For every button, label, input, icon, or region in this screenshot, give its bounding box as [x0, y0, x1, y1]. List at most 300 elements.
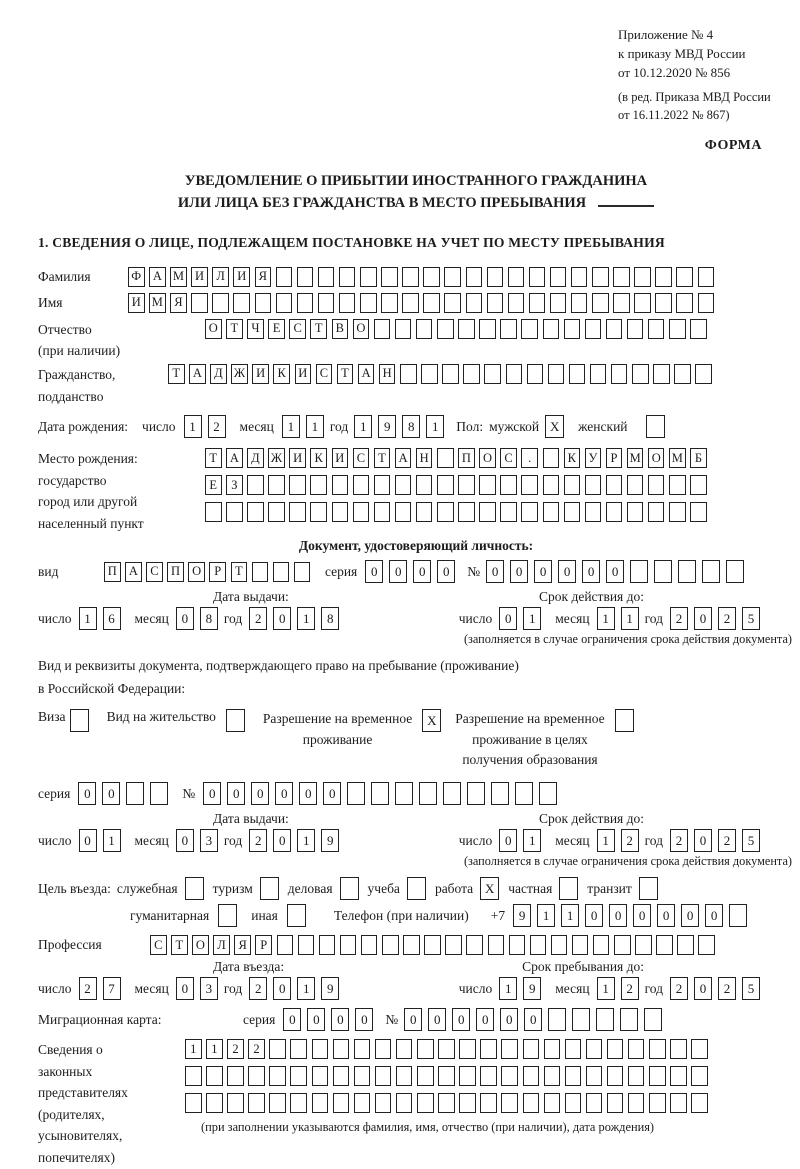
cell[interactable] — [649, 1093, 666, 1113]
cell[interactable] — [627, 502, 644, 522]
cell[interactable] — [488, 935, 505, 955]
cell[interactable] — [458, 475, 475, 495]
cell[interactable] — [565, 1093, 582, 1113]
cell[interactable] — [206, 1093, 223, 1113]
cell[interactable] — [586, 1066, 603, 1086]
cell[interactable]: 0 — [705, 904, 723, 927]
cell[interactable]: 3 — [200, 977, 218, 1000]
cell[interactable] — [479, 502, 496, 522]
cell[interactable] — [544, 1039, 561, 1059]
cell[interactable] — [607, 1039, 624, 1059]
cell[interactable]: 0 — [694, 977, 712, 1000]
cell[interactable] — [417, 1093, 434, 1113]
cell[interactable] — [353, 475, 370, 495]
cell[interactable] — [227, 1093, 244, 1113]
cell[interactable] — [523, 1066, 540, 1086]
cell[interactable]: А — [395, 448, 412, 468]
cell[interactable] — [521, 502, 538, 522]
cell[interactable] — [269, 1093, 286, 1113]
cell[interactable]: 0 — [365, 560, 383, 583]
cell[interactable] — [564, 502, 581, 522]
cell[interactable]: 1 — [523, 829, 541, 852]
cell[interactable] — [607, 1066, 624, 1086]
cell[interactable]: М — [669, 448, 686, 468]
cell[interactable] — [419, 782, 437, 805]
cell[interactable] — [729, 904, 747, 927]
cell[interactable]: С — [316, 364, 333, 384]
cell[interactable] — [381, 293, 398, 313]
cell[interactable] — [438, 1093, 455, 1113]
cell[interactable]: 1 — [306, 415, 324, 438]
cell[interactable] — [276, 267, 293, 287]
cell[interactable] — [521, 475, 538, 495]
cell[interactable] — [634, 293, 651, 313]
purpose-private-checkbox[interactable] — [559, 877, 578, 900]
cell[interactable] — [467, 782, 485, 805]
cell[interactable] — [726, 560, 744, 583]
cell[interactable]: Я — [255, 267, 272, 287]
cell[interactable]: Н — [379, 364, 396, 384]
cell[interactable] — [312, 1039, 329, 1059]
cell[interactable]: А — [149, 267, 166, 287]
cell[interactable]: 0 — [534, 560, 552, 583]
cell[interactable]: И — [332, 448, 349, 468]
cell[interactable]: А — [189, 364, 206, 384]
cell[interactable] — [632, 364, 649, 384]
cell[interactable]: К — [310, 448, 327, 468]
cell[interactable]: 0 — [307, 1008, 325, 1031]
cell[interactable]: 0 — [510, 560, 528, 583]
cell[interactable]: Т — [374, 448, 391, 468]
cell[interactable] — [458, 502, 475, 522]
cell[interactable]: 0 — [585, 904, 603, 927]
cell[interactable] — [628, 1066, 645, 1086]
cell[interactable]: 8 — [200, 607, 218, 630]
cell[interactable]: О — [205, 319, 222, 339]
cell[interactable]: 1 — [184, 415, 202, 438]
cell[interactable]: 0 — [609, 904, 627, 927]
cell[interactable]: 0 — [227, 782, 245, 805]
cell[interactable] — [289, 502, 306, 522]
cell[interactable] — [569, 364, 586, 384]
cell[interactable]: 3 — [200, 829, 218, 852]
cell[interactable]: Т — [205, 448, 222, 468]
cell[interactable]: С — [146, 562, 163, 582]
cell[interactable] — [402, 267, 419, 287]
cell[interactable] — [698, 935, 715, 955]
cell[interactable]: Т — [226, 319, 243, 339]
cell[interactable]: 0 — [78, 782, 96, 805]
cell[interactable]: 0 — [657, 904, 675, 927]
cell[interactable] — [206, 1066, 223, 1086]
cell[interactable]: 1 — [597, 829, 615, 852]
cell[interactable] — [527, 364, 544, 384]
cell[interactable] — [613, 267, 630, 287]
cell[interactable] — [332, 502, 349, 522]
cell[interactable]: 9 — [321, 977, 339, 1000]
cell[interactable]: 2 — [718, 829, 736, 852]
cell[interactable]: 0 — [102, 782, 120, 805]
cell[interactable] — [500, 502, 517, 522]
cell[interactable]: 2 — [718, 607, 736, 630]
cell[interactable]: 0 — [273, 607, 291, 630]
cell[interactable] — [290, 1039, 307, 1059]
cell[interactable] — [515, 782, 533, 805]
cell[interactable]: О — [188, 562, 205, 582]
cell[interactable] — [255, 293, 272, 313]
cell[interactable] — [670, 1093, 687, 1113]
cell[interactable]: К — [273, 364, 290, 384]
cell[interactable] — [310, 502, 327, 522]
cell[interactable] — [437, 319, 454, 339]
cell[interactable] — [611, 364, 628, 384]
cell[interactable] — [572, 935, 589, 955]
cell[interactable] — [347, 782, 365, 805]
cell[interactable] — [437, 502, 454, 522]
cell[interactable] — [487, 293, 504, 313]
cell[interactable]: 1 — [297, 977, 315, 1000]
cell[interactable] — [402, 293, 419, 313]
cell[interactable] — [656, 935, 673, 955]
cell[interactable] — [690, 502, 707, 522]
cell[interactable] — [353, 502, 370, 522]
cell[interactable] — [702, 560, 720, 583]
cell[interactable]: 0 — [476, 1008, 494, 1031]
cell[interactable] — [523, 1039, 540, 1059]
cell[interactable]: 0 — [404, 1008, 422, 1031]
cell[interactable]: 5 — [742, 607, 760, 630]
cell[interactable] — [670, 1066, 687, 1086]
cell[interactable] — [319, 935, 336, 955]
cell[interactable]: С — [500, 448, 517, 468]
cell[interactable] — [333, 1066, 350, 1086]
cell[interactable]: 7 — [103, 977, 121, 1000]
cell[interactable]: 0 — [355, 1008, 373, 1031]
cell[interactable]: Е — [268, 319, 285, 339]
cell[interactable] — [417, 1039, 434, 1059]
cell[interactable]: 1 — [79, 607, 97, 630]
cell[interactable]: 6 — [103, 607, 121, 630]
cell[interactable] — [653, 364, 670, 384]
cell[interactable]: Д — [247, 448, 264, 468]
cell[interactable] — [416, 475, 433, 495]
cell[interactable] — [548, 1008, 566, 1031]
cell[interactable] — [395, 782, 413, 805]
cell[interactable] — [501, 1039, 518, 1059]
cell[interactable] — [339, 293, 356, 313]
cell[interactable] — [654, 560, 672, 583]
cell[interactable] — [606, 319, 623, 339]
cell[interactable]: 0 — [176, 829, 194, 852]
cell[interactable] — [459, 1093, 476, 1113]
cell[interactable] — [375, 1039, 392, 1059]
cell[interactable] — [506, 364, 523, 384]
cell[interactable]: 2 — [670, 607, 688, 630]
cell[interactable]: 0 — [273, 829, 291, 852]
cell[interactable] — [227, 1066, 244, 1086]
cell[interactable] — [395, 502, 412, 522]
cell[interactable]: 2 — [248, 1039, 265, 1059]
cell[interactable] — [354, 1039, 371, 1059]
cell[interactable]: И — [128, 293, 145, 313]
cell[interactable]: 1 — [499, 977, 517, 1000]
cell[interactable] — [630, 560, 648, 583]
cell[interactable]: Т — [171, 935, 188, 955]
purpose-business-checkbox[interactable] — [340, 877, 359, 900]
cell[interactable] — [396, 1066, 413, 1086]
cell[interactable] — [400, 364, 417, 384]
cell[interactable] — [670, 1039, 687, 1059]
cell[interactable] — [466, 293, 483, 313]
cell[interactable]: 2 — [670, 977, 688, 1000]
cell[interactable] — [360, 267, 377, 287]
cell[interactable] — [607, 1093, 624, 1113]
cell[interactable]: 0 — [428, 1008, 446, 1031]
cell[interactable] — [212, 293, 229, 313]
cell[interactable] — [571, 267, 588, 287]
cell[interactable] — [226, 502, 243, 522]
cell[interactable]: А — [226, 448, 243, 468]
cell[interactable] — [247, 475, 264, 495]
cell[interactable] — [592, 267, 609, 287]
cell[interactable] — [544, 1066, 561, 1086]
cell[interactable] — [669, 502, 686, 522]
cell[interactable]: А — [125, 562, 142, 582]
cell[interactable] — [374, 319, 391, 339]
cell[interactable]: Р — [209, 562, 226, 582]
cell[interactable] — [318, 267, 335, 287]
cell[interactable]: 5 — [742, 829, 760, 852]
cell[interactable]: 2 — [249, 977, 267, 1000]
cell[interactable] — [445, 935, 462, 955]
cell[interactable] — [596, 1008, 614, 1031]
cell[interactable]: 1 — [297, 829, 315, 852]
cell[interactable]: 0 — [452, 1008, 470, 1031]
cell[interactable] — [691, 1066, 708, 1086]
cell[interactable]: Т — [168, 364, 185, 384]
cell[interactable]: М — [149, 293, 166, 313]
cell[interactable]: 8 — [402, 415, 420, 438]
cell[interactable]: 1 — [426, 415, 444, 438]
cell[interactable] — [565, 1039, 582, 1059]
cell[interactable]: 1 — [523, 607, 541, 630]
cell[interactable] — [339, 267, 356, 287]
cell[interactable] — [544, 1093, 561, 1113]
cell[interactable] — [627, 475, 644, 495]
cell[interactable] — [437, 475, 454, 495]
cell[interactable] — [585, 475, 602, 495]
cell[interactable]: . — [521, 448, 538, 468]
cell[interactable]: 0 — [681, 904, 699, 927]
cell[interactable] — [698, 293, 715, 313]
cell[interactable]: 1 — [561, 904, 579, 927]
cell[interactable]: 2 — [208, 415, 226, 438]
cell[interactable] — [509, 935, 526, 955]
purpose-humanitarian-checkbox[interactable] — [218, 904, 237, 927]
cell[interactable]: К — [564, 448, 581, 468]
cell[interactable] — [479, 319, 496, 339]
cell[interactable] — [572, 1008, 590, 1031]
cell[interactable] — [565, 1066, 582, 1086]
cell[interactable]: Б — [690, 448, 707, 468]
cell[interactable]: 2 — [249, 607, 267, 630]
cell[interactable]: Ф — [128, 267, 145, 287]
cell[interactable]: 0 — [437, 560, 455, 583]
cell[interactable] — [606, 475, 623, 495]
purpose-tourism-checkbox[interactable] — [260, 877, 279, 900]
cell[interactable] — [290, 1066, 307, 1086]
cell[interactable] — [438, 1066, 455, 1086]
cell[interactable] — [635, 935, 652, 955]
cell[interactable]: 0 — [500, 1008, 518, 1031]
cell[interactable] — [463, 364, 480, 384]
cell[interactable]: 2 — [621, 829, 639, 852]
cell[interactable] — [374, 502, 391, 522]
cell[interactable]: 9 — [513, 904, 531, 927]
cell[interactable] — [381, 267, 398, 287]
cell[interactable] — [523, 1093, 540, 1113]
cell[interactable]: Т — [337, 364, 354, 384]
cell[interactable]: 1 — [282, 415, 300, 438]
cell[interactable] — [276, 293, 293, 313]
cell[interactable]: Ч — [247, 319, 264, 339]
cell[interactable] — [126, 782, 144, 805]
cell[interactable]: Р — [255, 935, 272, 955]
cell[interactable] — [571, 293, 588, 313]
temp-permit-checkbox[interactable]: X — [422, 709, 441, 732]
edu-permit-checkbox[interactable] — [615, 709, 634, 732]
cell[interactable]: М — [627, 448, 644, 468]
cell[interactable] — [695, 364, 712, 384]
cell[interactable]: 0 — [389, 560, 407, 583]
cell[interactable] — [508, 267, 525, 287]
cell[interactable] — [521, 319, 538, 339]
cell[interactable] — [690, 475, 707, 495]
cell[interactable] — [480, 1093, 497, 1113]
cell[interactable] — [403, 935, 420, 955]
cell[interactable] — [669, 319, 686, 339]
cell[interactable] — [269, 1039, 286, 1059]
cell[interactable]: 0 — [273, 977, 291, 1000]
cell[interactable]: 2 — [621, 977, 639, 1000]
cell[interactable] — [606, 502, 623, 522]
cell[interactable]: 0 — [413, 560, 431, 583]
cell[interactable]: Р — [606, 448, 623, 468]
cell[interactable] — [480, 1066, 497, 1086]
cell[interactable]: 0 — [331, 1008, 349, 1031]
cell[interactable] — [354, 1066, 371, 1086]
cell[interactable] — [354, 1093, 371, 1113]
cell[interactable] — [277, 935, 294, 955]
cell[interactable] — [185, 1066, 202, 1086]
cell[interactable]: 9 — [523, 977, 541, 1000]
cell[interactable] — [551, 935, 568, 955]
cell[interactable]: 1 — [354, 415, 372, 438]
cell[interactable] — [691, 1093, 708, 1113]
cell[interactable] — [614, 935, 631, 955]
cell[interactable] — [543, 475, 560, 495]
cell[interactable]: 1 — [206, 1039, 223, 1059]
cell[interactable] — [548, 364, 565, 384]
cell[interactable] — [294, 562, 311, 582]
cell[interactable] — [543, 502, 560, 522]
purpose-work-checkbox[interactable]: X — [480, 877, 499, 900]
cell[interactable] — [669, 475, 686, 495]
cell[interactable] — [297, 267, 314, 287]
cell[interactable]: Н — [416, 448, 433, 468]
cell[interactable] — [312, 1093, 329, 1113]
cell[interactable] — [585, 502, 602, 522]
cell[interactable]: С — [289, 319, 306, 339]
cell[interactable] — [543, 448, 560, 468]
cell[interactable] — [361, 935, 378, 955]
residence-permit-checkbox[interactable] — [226, 709, 245, 732]
cell[interactable] — [459, 1066, 476, 1086]
cell[interactable]: Ж — [231, 364, 248, 384]
cell[interactable]: 2 — [249, 829, 267, 852]
cell[interactable]: 1 — [621, 607, 639, 630]
cell[interactable]: 0 — [633, 904, 651, 927]
cell[interactable] — [438, 1039, 455, 1059]
cell[interactable]: 2 — [227, 1039, 244, 1059]
cell[interactable] — [442, 364, 459, 384]
cell[interactable] — [248, 1093, 265, 1113]
cell[interactable] — [585, 319, 602, 339]
cell[interactable] — [382, 935, 399, 955]
cell[interactable] — [648, 502, 665, 522]
cell[interactable] — [479, 475, 496, 495]
cell[interactable] — [698, 267, 715, 287]
cell[interactable] — [273, 562, 290, 582]
cell[interactable]: У — [585, 448, 602, 468]
sex-female-checkbox[interactable] — [646, 415, 665, 438]
cell[interactable] — [289, 475, 306, 495]
cell[interactable] — [543, 319, 560, 339]
cell[interactable]: 0 — [79, 829, 97, 852]
cell[interactable] — [191, 293, 208, 313]
sex-male-checkbox[interactable]: X — [545, 415, 564, 438]
cell[interactable] — [416, 319, 433, 339]
cell[interactable]: 0 — [486, 560, 504, 583]
cell[interactable] — [628, 1093, 645, 1113]
cell[interactable] — [501, 1066, 518, 1086]
cell[interactable]: 0 — [694, 607, 712, 630]
cell[interactable] — [593, 935, 610, 955]
cell[interactable] — [312, 1066, 329, 1086]
cell[interactable]: 0 — [176, 977, 194, 1000]
cell[interactable] — [649, 1066, 666, 1086]
cell[interactable] — [644, 1008, 662, 1031]
cell[interactable]: А — [358, 364, 375, 384]
cell[interactable]: 0 — [524, 1008, 542, 1031]
cell[interactable] — [458, 319, 475, 339]
cell[interactable] — [648, 319, 665, 339]
cell[interactable] — [677, 935, 694, 955]
cell[interactable] — [298, 935, 315, 955]
cell[interactable]: М — [170, 267, 187, 287]
cell[interactable]: 0 — [558, 560, 576, 583]
cell[interactable]: Т — [231, 562, 248, 582]
cell[interactable] — [648, 475, 665, 495]
cell[interactable]: И — [233, 267, 250, 287]
cell[interactable] — [297, 293, 314, 313]
cell[interactable] — [268, 475, 285, 495]
cell[interactable] — [375, 1093, 392, 1113]
cell[interactable] — [480, 1039, 497, 1059]
cell[interactable] — [466, 267, 483, 287]
cell[interactable] — [310, 475, 327, 495]
cell[interactable]: И — [191, 267, 208, 287]
